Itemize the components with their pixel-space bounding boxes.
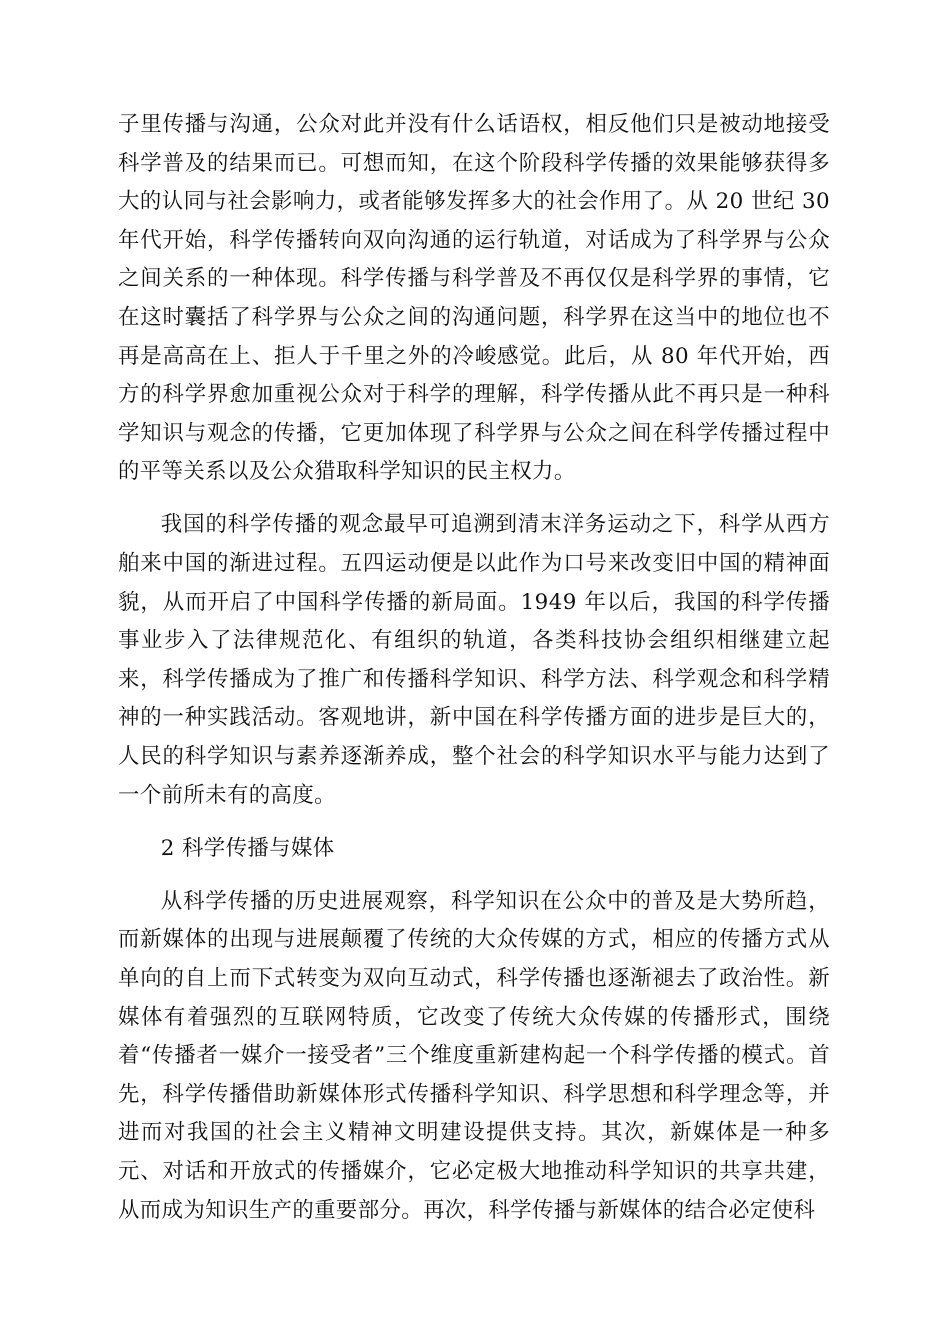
paragraph-1: 子里传播与沟通，公众对此并没有什么话语权，相反他们只是被动地接受科学普及的结果而已。可想而知，在这个阶段科学传播的效果能够获得多大的认同与社会影响力，或者能够发挥多大的社会作用了。从 20 世纪 30 年代开始，科学传播转向双向沟通的运行轨道，对话成为了科学界与公众之间关系的一种体现。科学传播与科学普及不再仅仅是科学界的事情，它在这时囊括了科学界与公众之间的沟通问题，科学界在这当中的地位也不再是高高在上、拒人于千里之外的冷峻感觉。此后，从 80 年代开始，西方的科学界愈加重视公众对于科学的理解，科学传播从此不再只是一种科学知识与观念的传播，它更加体现了科学界与公众之间在科学传播过程中的平等关系以及公众猎取科学知识的民主权力。 xyxy=(118,112,830,485)
paragraph-3: 从科学传播的历史进展观察，科学知识在公众中的普及是大势所趋，而新媒体的出现与进展颠覆了传统的大众传媒的方式，相应的传播方式从单向的自上而下式转变为双向互动式，科学传播也逐渐褪去了政治性。新媒体有着强烈的互联网特质，它改变了传统大众传媒的传播形式，围绕着“传播者一媒介一接受者”三个维度重新建构起一个科学传播的模式。首先，科学传播借助新媒体形式传播科学知识、科学思想和科学理念等，并进而对我国的社会主义精神文明建设提供支持。其次，新媒体是一种多元、对话和开放式的传播媒介，它必定极大地推动科学知识的共享共建，从而成为知识生产的重要部分。再次，科学传播与新媒体的结合必定使科 xyxy=(118,888,830,1223)
section-heading: 2 科学传播与媒体 xyxy=(160,835,335,861)
document-body xyxy=(118,106,830,1230)
paragraph-2: 我国的科学传播的观念最早可追溯到清末洋务运动之下，科学从西方舶来中国的渐进过程。五四运动便是以此作为口号来改变旧中国的精神面貌，从而开启了中国科学传播的新局面。1949 年以后，我国的科学传播事业步入了法律规范化、有组织的轨道，各类科技协会组织相继建立起来，科学传播成为了推广和传播科学知识、科学方法、科学观念和科学精神的一种实践活动。客观地讲，新中国在科学传播方面的进步是巨大的，人民的科学知识与素养逐渐养成，整个社会的科学知识水平与能力达到了一个前所未有的高度。 xyxy=(118,512,830,808)
